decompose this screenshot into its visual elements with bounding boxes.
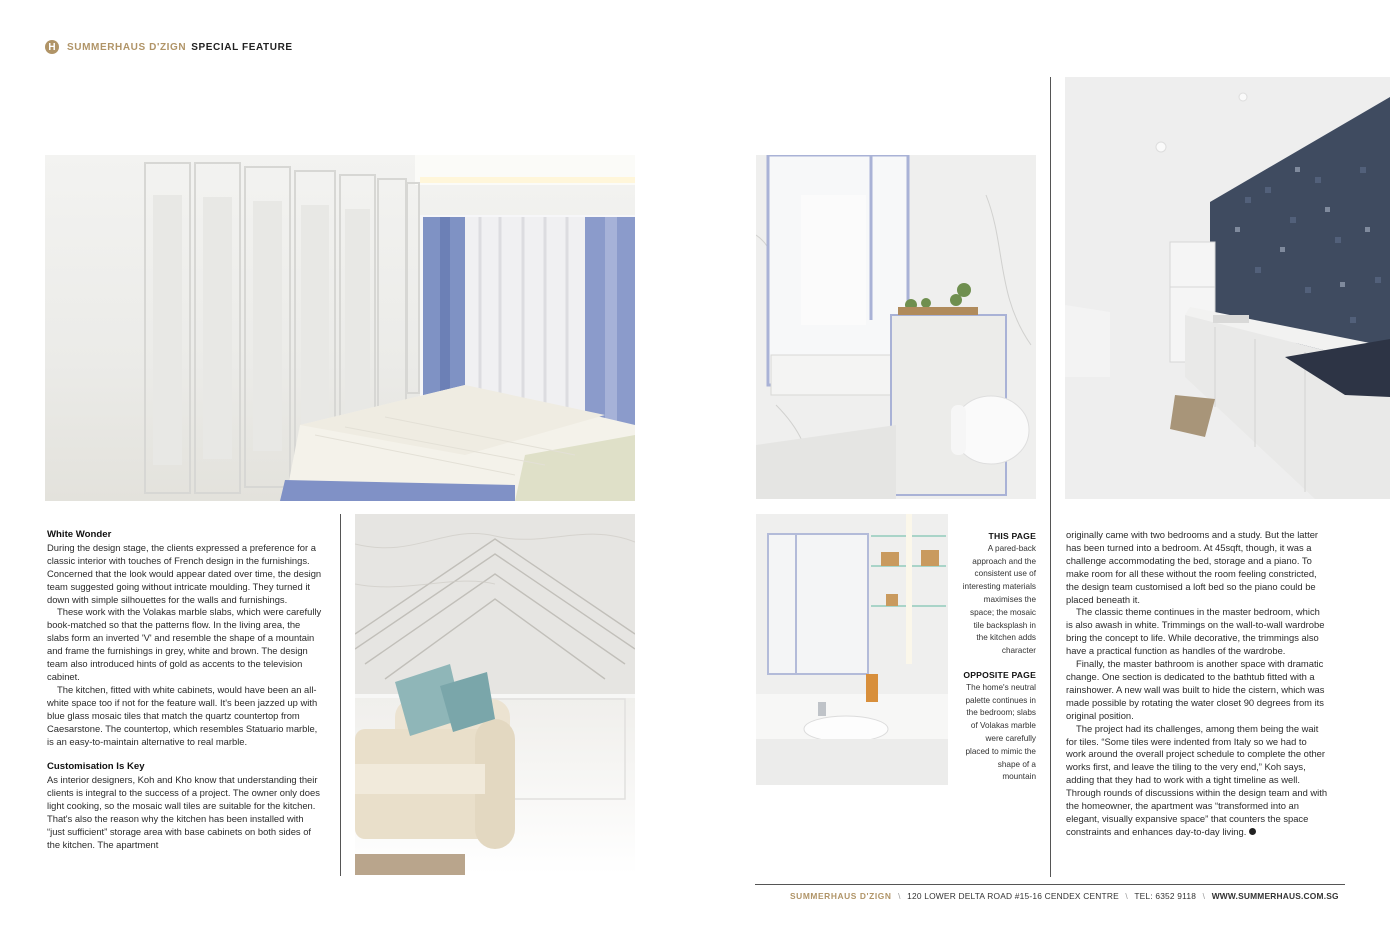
bathroom-photo-art — [756, 155, 1036, 499]
caption-this-page-title: THIS PAGE — [988, 531, 1036, 541]
paragraph-last-text: The project had its challenges, among them being the wait for tiles. “Some tiles were indented from Italy so we had to work around the overall project schedule to complete the other works first, and leave the tiling to the very end,” Koh says, adding that they had to work with a tight timeline as well. Through rounds of discussions within the design team and with the homeowner, the apartment was “transformed into an elegant, visually expansive space” that counters the space constraints and enhances day-to-day living. — [1066, 722, 1328, 837]
article-column-2 — [1066, 529, 1328, 839]
caption-opposite-title: OPPOSITE PAGE — [963, 669, 1036, 680]
heading-white-wonder: White Wonder — [47, 529, 112, 540]
footer-tel: TEL: 6352 9118 — [1134, 891, 1197, 901]
end-mark-icon — [1249, 828, 1256, 835]
paragraph: The kitchen, fitted with white cabinets, would have been an all-white space too if not for the feature wall. It's been jazzed up with blue glass mosaic tiles that match the quartz countertop from Caesarstone. The countertop, which resembles Statuario marble, is an easy-to-maintain alternative to real marble. — [47, 683, 318, 747]
heading-customisation: Customisation Is Key — [47, 761, 145, 773]
column-divider-right — [1050, 77, 1051, 877]
living-room-photo — [355, 514, 635, 875]
footer-address: 120 LOWER DELTA ROAD #15-16 CENDEX CENTRE — [907, 891, 1119, 901]
living-room-photo-art — [355, 514, 635, 875]
bedroom-photo — [45, 155, 635, 501]
kitchen-photo-art — [1065, 77, 1390, 499]
header-section: SPECIAL FEATURE — [191, 41, 293, 53]
brand-logo-icon: H — [45, 40, 59, 54]
footer-separator: \ — [1202, 891, 1206, 901]
paragraph: originally came with two bedrooms and a study. But the latter has been turned into a bedroom. At 45sqft, though, it was a challenge accommodating the bed, storage and a piano. To make room for all these without the room feeling constricted, the design team customised a loft bed so the piano could be placed beneath it. — [1066, 529, 1319, 605]
vanity-photo — [756, 514, 948, 785]
footer-rule — [755, 884, 1345, 885]
article-column-1 — [47, 529, 323, 852]
page-footer — [790, 891, 1339, 901]
footer-separator: \ — [898, 891, 901, 901]
page-header — [45, 39, 293, 55]
kitchen-photo — [1065, 77, 1390, 499]
vanity-photo-art — [756, 514, 948, 785]
header-brand: SUMMERHAUS D'ZIGN — [67, 41, 187, 53]
paragraph-last — [1066, 723, 1328, 839]
bedroom-photo-art — [45, 155, 635, 501]
caption-opposite-text: The home's neutral palette continues in the bedroom; slabs of Volakas marble were carefully placed to mimic the shape of a mountain — [965, 682, 1036, 782]
caption-this-page-text: A pared-back approach and the consistent use of interesting materials maximises the space; the mosaic tile backsplash in the kitchen adds character — [962, 543, 1036, 656]
footer-website: WWW.SUMMERHAUS.COM.SG — [1211, 891, 1339, 901]
footer-separator: \ — [1125, 891, 1128, 901]
paragraph: As interior designers, Koh and Kho know that understanding their clients is integral to the success of a project. The owner only does light cooking, so the mosaic wall tiles are suitable for the kitchen. That's also the reason why the kitchen has been installed with “just sufficient” storage area with base cabinets on both sides of the kitchen. The apartment — [47, 774, 320, 850]
bathroom-photo — [756, 155, 1036, 499]
footer-brand: SUMMERHAUS D'ZIGN — [790, 891, 892, 901]
column-divider-left — [340, 514, 341, 876]
paragraph: These work with the Volakas marble slabs, which were carefully book-matched so that the patterns flow. In the living area, the slabs form an inverted 'V' and resemble the shape of a mountain and frame the furnishings in grey, white and brown. The design team also introduced hints of gold as accents to the television cabinet. — [47, 606, 322, 682]
paragraph: Finally, the master bathroom is another space with dramatic change. One section is dedicated to the bathtub fitted with a rainshower. A new wall was built to hide the cistern, which was made possible by rotating the water closet 90 degrees from its original position. — [1066, 658, 1325, 721]
paragraph: The classic theme continues in the master bedroom, which is also awash in white. Trimmings on the wall-to-wall wardrobe bring the concept to life. While decorative, the trimmings also have a practical function as handles of the wardrobe. — [1066, 606, 1325, 657]
photo-captions — [962, 530, 1036, 784]
paragraph: During the design stage, the clients expressed a preference for a classic interior with touches of French design in the furnishings. Concerned that the look would appear dated over time, the design team suggested going without intricate moulding. They turned it down with simple silhouettes for the walls and furnishings. — [47, 541, 322, 605]
